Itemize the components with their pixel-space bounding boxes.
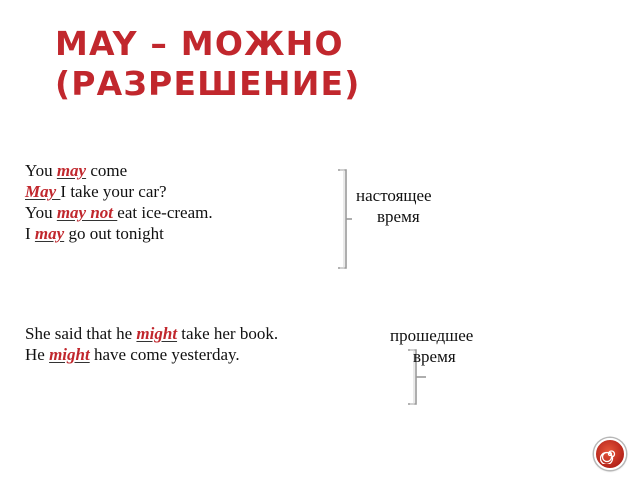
sentence-end: I take your car? [60,182,167,201]
sentence-end: eat ice-cream. [117,203,213,222]
slide-title-line-2: (РАЗРЕШЕНИЕ) [55,64,361,103]
example-sentence [25,181,213,202]
modal-keyword: may [56,161,87,180]
present-tense-label: настоящее [356,186,432,205]
modal-keyword: might [49,345,90,364]
present-examples [25,160,213,244]
modal-keyword: may [34,224,65,243]
sentence-start: She said that he [25,324,137,343]
past-tense-label: прошедшее [390,326,474,345]
example-sentence [25,223,213,244]
sentence-end: take her book. [177,324,279,343]
next-slide-button[interactable] [594,438,626,470]
example-sentence [25,160,213,181]
modal-keyword: may not [56,203,118,222]
spiral-nav-icon [600,444,620,464]
sentence-end: have come yesterday. [89,345,240,364]
sentence-start: You [25,203,57,222]
present-tense-label-word: время [377,207,420,226]
modal-keyword: might [136,324,178,343]
sentence-start: You [25,161,57,180]
example-sentence [25,344,278,365]
example-sentence [25,323,278,344]
sentence-start: He [25,345,50,364]
sentence-end: come [86,161,128,180]
sentence-start: I [25,224,35,243]
slide-title-line-1: MAY – МОЖНО [55,24,344,63]
example-sentence [25,202,213,223]
modal-keyword: May [25,182,61,201]
slide-title [55,24,361,104]
sentence-end: go out tonight [64,224,164,243]
past-examples [25,323,278,365]
past-tense-label-word: время [413,347,456,366]
right-bracket-icon [326,164,352,274]
